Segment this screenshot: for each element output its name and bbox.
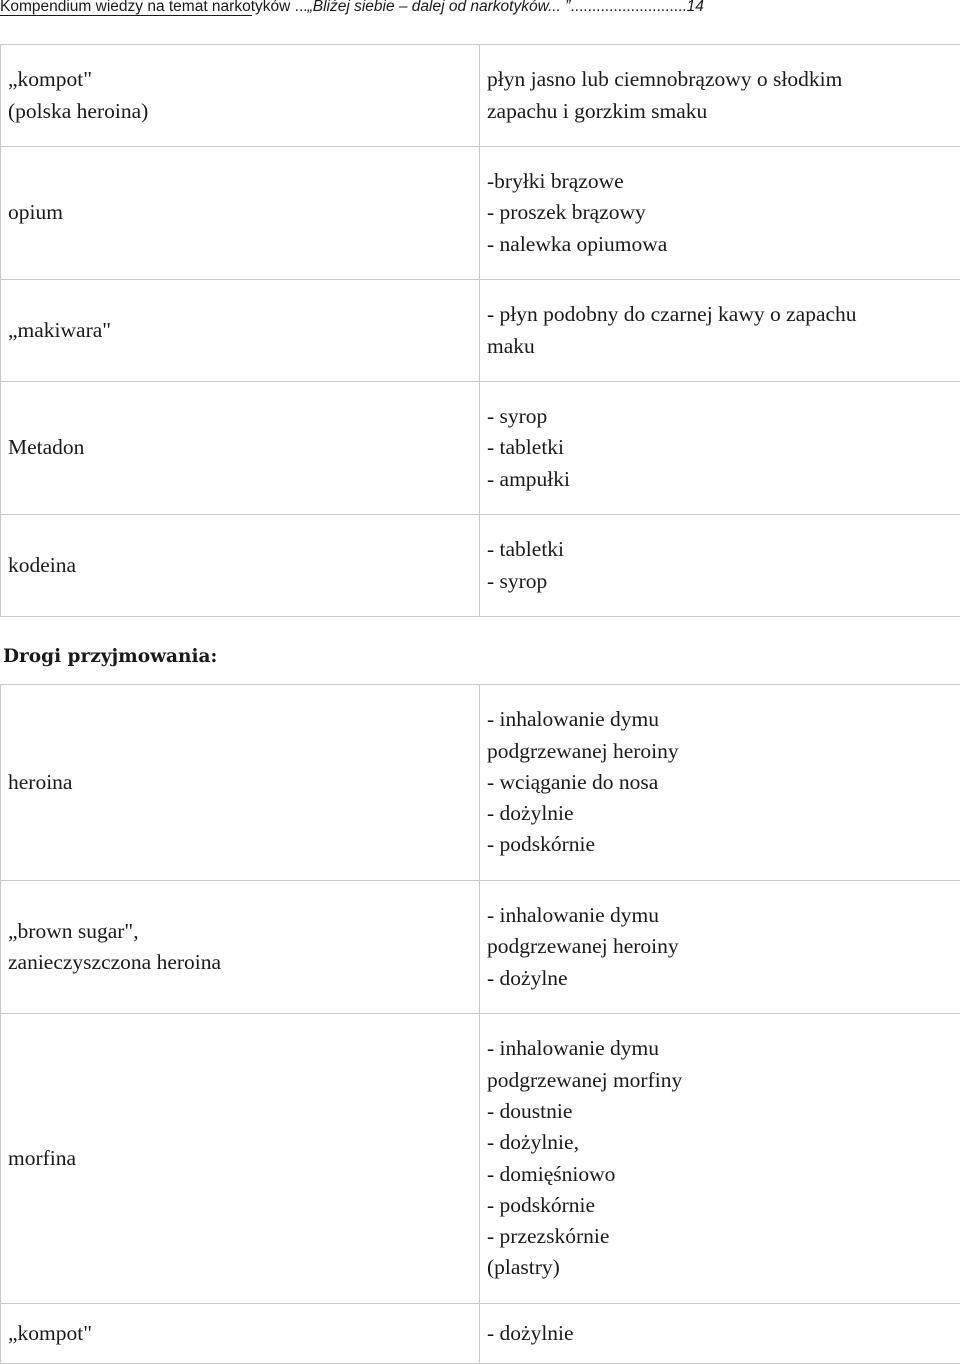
- substance-description-cell: płyn jasno lub ciemnobrązowy o słodkim zapachu i gorzkim smaku: [480, 45, 960, 147]
- substance-name-cell: „kompot" (polska heroina): [1, 45, 480, 147]
- table-row: [1, 147, 960, 280]
- substance-name-cell: opium: [1, 147, 480, 280]
- route-list-cell: - dożylnie: [480, 1304, 960, 1364]
- header-title-italic: „Bliżej siebie – dalej od narkotyków... ”: [308, 0, 571, 15]
- route-list-cell: - inhalowanie dymu podgrzewanej heroiny - dożylne: [480, 881, 960, 1014]
- substance-name-cell: „brown sugar", zanieczyszczona heroina: [1, 881, 480, 1014]
- header-underline: [0, 15, 252, 16]
- page-number: 14: [687, 0, 704, 15]
- substance-name-cell: kodeina: [1, 515, 480, 617]
- table-row: [1, 280, 960, 382]
- page-header: [0, 0, 960, 20]
- table-row: [1, 45, 960, 147]
- substance-name-cell: „kompot": [1, 1304, 480, 1364]
- table-row: [1, 685, 960, 881]
- route-list-cell: - inhalowanie dymu podgrzewanej morfiny - doustnie - dożylnie, - domięśniowo - podskórnie - przezskórnie (plastry): [480, 1014, 960, 1304]
- route-list-cell: - inhalowanie dymu podgrzewanej heroiny - wciąganie do nosa - dożylnie - podskórnie: [480, 685, 960, 881]
- forms-table: [0, 44, 960, 617]
- substance-name-cell: heroina: [1, 685, 480, 881]
- routes-table: [0, 684, 960, 1364]
- header-title-plain: Kompendium wiedzy na temat narkotyków ...: [0, 0, 308, 15]
- substance-description-cell: - płyn podobny do czarnej kawy o zapachu maku: [480, 280, 960, 382]
- substance-description-cell: - syrop - tabletki - ampułki: [480, 382, 960, 515]
- table-row: [1, 1304, 960, 1364]
- table-row: [1, 1014, 960, 1304]
- substance-description-cell: -bryłki brązowe - proszek brązowy - nalewka opiumowa: [480, 147, 960, 280]
- substance-description-cell: - tabletki - syrop: [480, 515, 960, 617]
- substance-name-cell: „makiwara": [1, 280, 480, 382]
- table-row: [1, 881, 960, 1014]
- substance-name-cell: Metadon: [1, 382, 480, 515]
- table-row: [1, 515, 960, 617]
- section-heading: Drogi przyjmowania:: [3, 646, 217, 667]
- header-dots: ...........................: [570, 0, 686, 15]
- table-row: [1, 382, 960, 515]
- substance-name-cell: morfina: [1, 1014, 480, 1304]
- header-title: [0, 0, 704, 16]
